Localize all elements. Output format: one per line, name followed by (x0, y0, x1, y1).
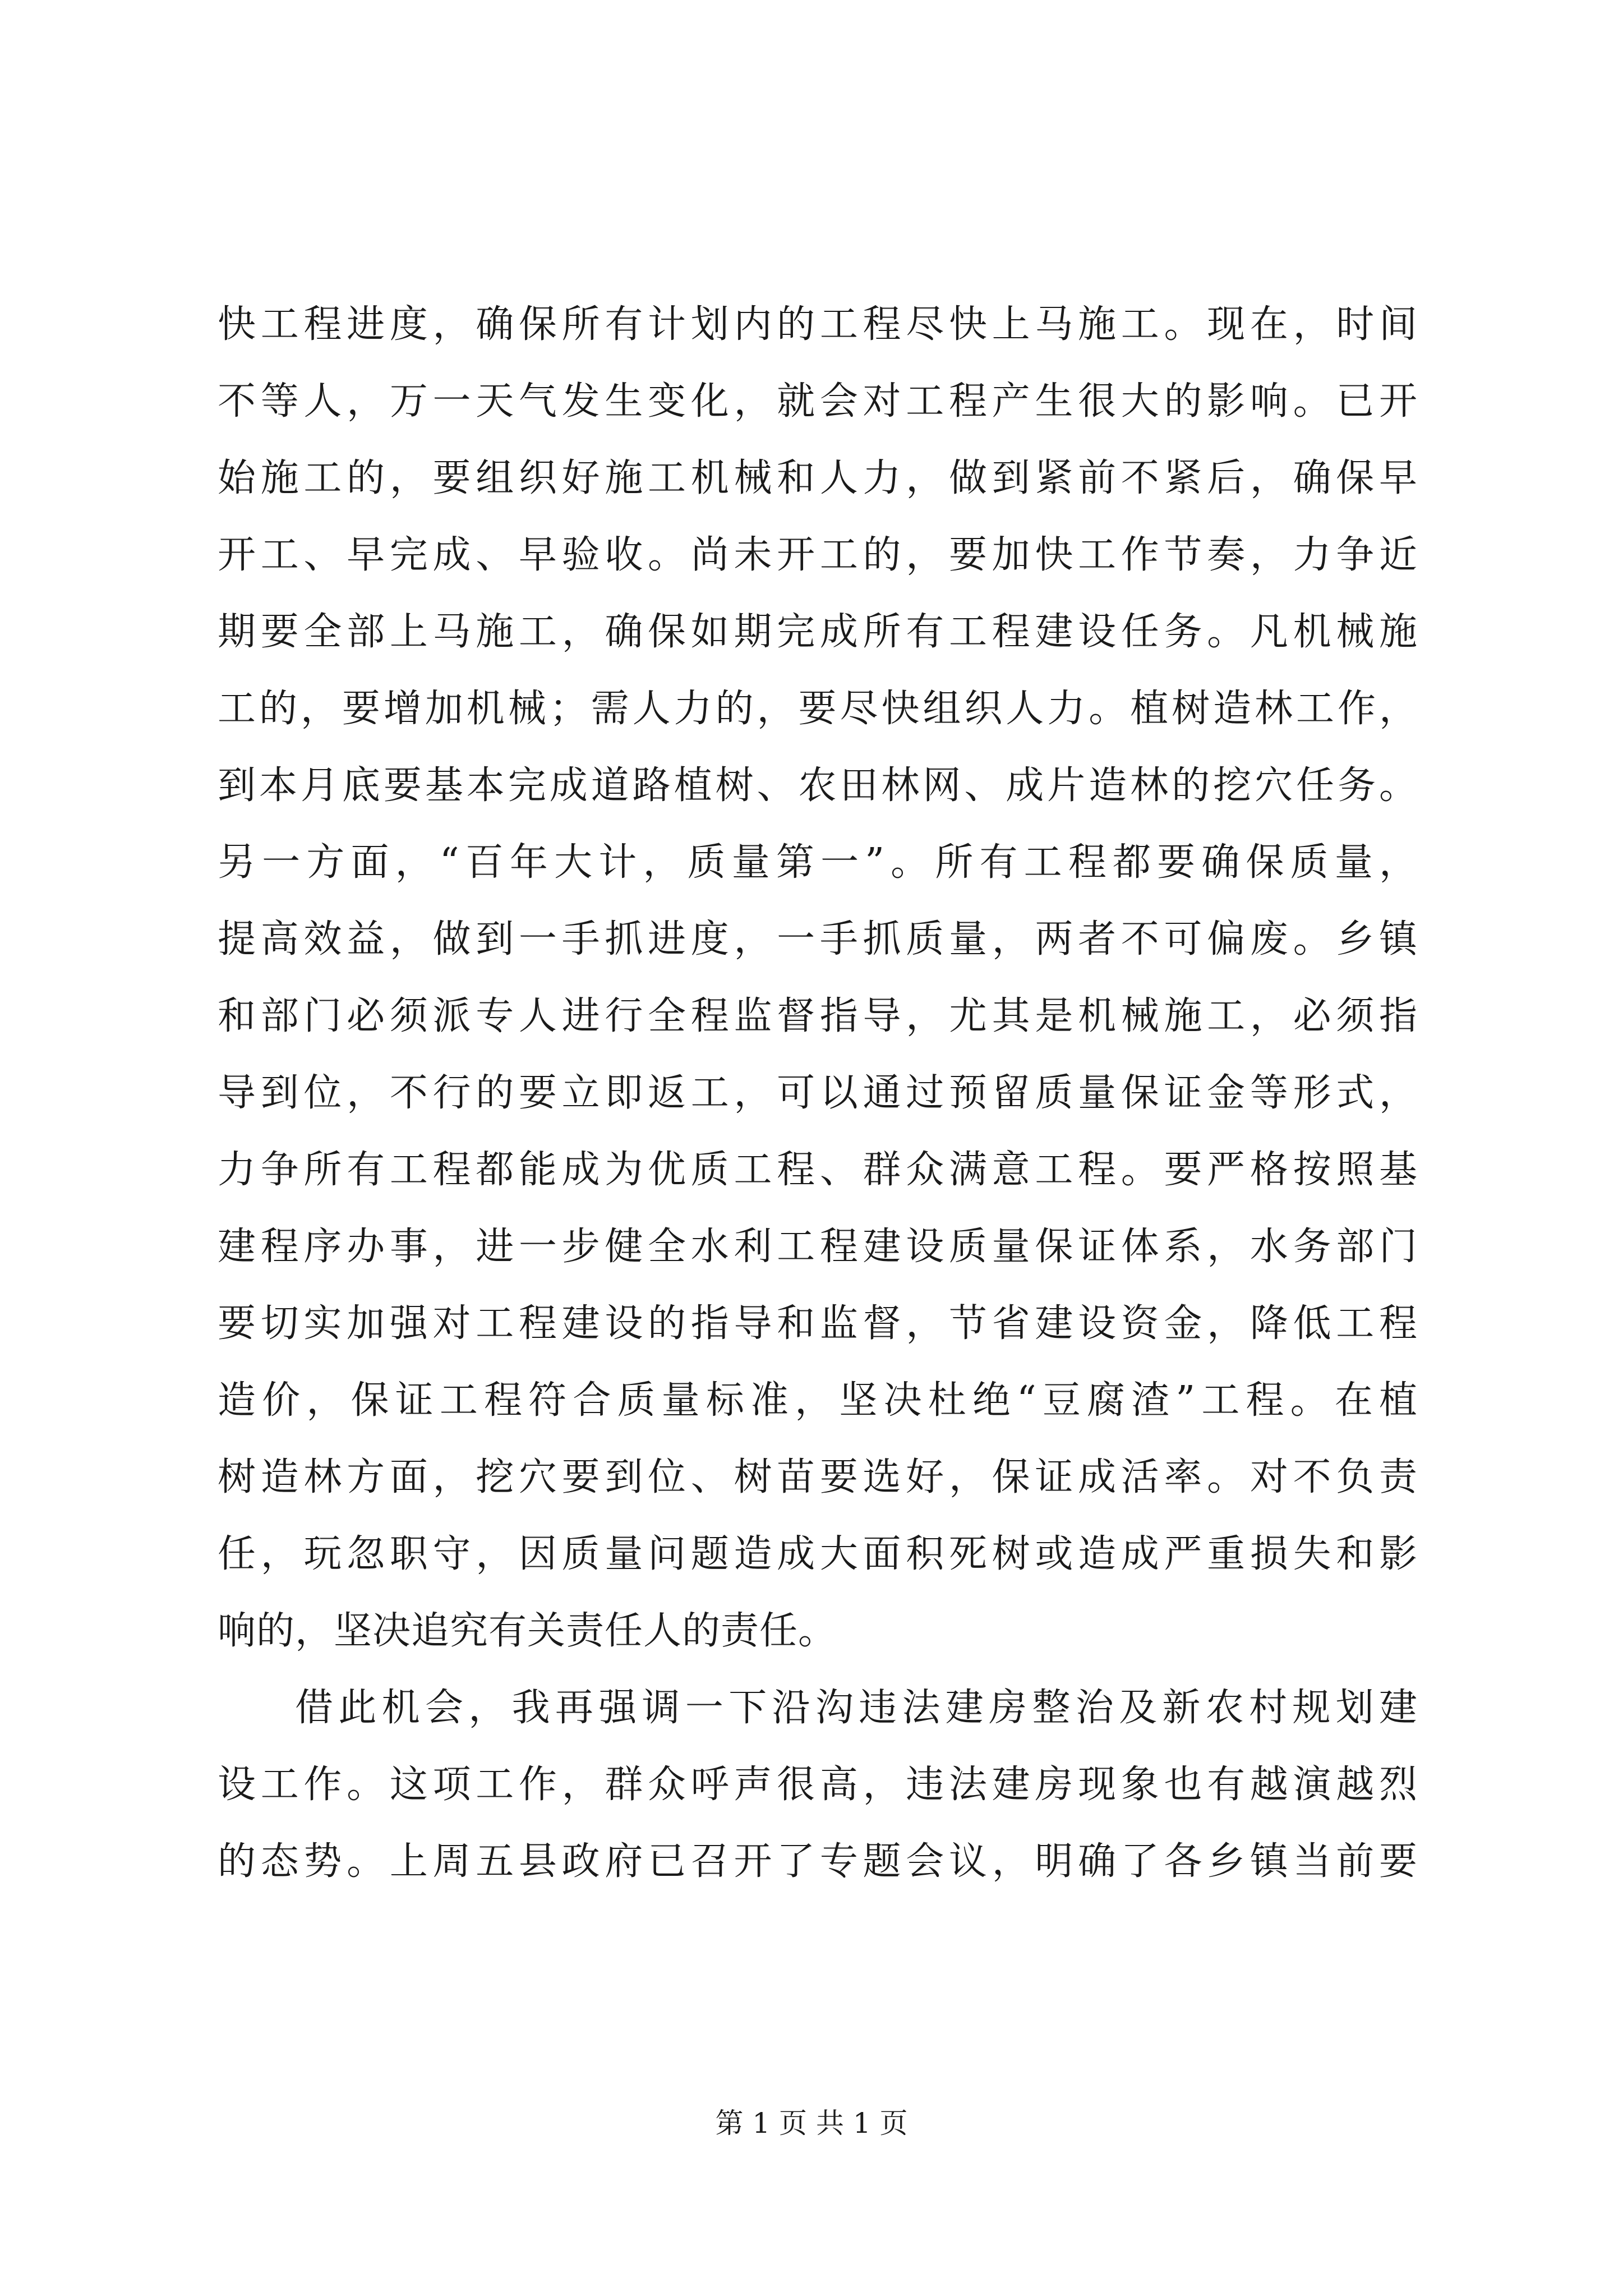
text-line: 另一方面，“百年大计，质量第一”。所有工程都要确保质量， (218, 840, 1418, 885)
text-line: 的态势。上周五县政府已召开了专题会议，明确了各乡镇当前要 (218, 1839, 1418, 1884)
text-line: 造价，保证工程符合质量标准，坚决杜绝“豆腐渣”工程。在植 (218, 1378, 1418, 1423)
page-footer: 第 1 页 共 1 页 (715, 2107, 908, 2139)
text-line: 任，玩忽职守，因质量问题造成大面积死树或造成严重损失和影 (218, 1532, 1418, 1576)
text-line: 树造林方面，挖穴要到位、树苗要选好，保证成活率。对不负责 (218, 1455, 1418, 1499)
text-line: 到本月底要基本完成道路植树、农田林网、成片造林的挖穴任务。 (218, 763, 1418, 808)
document-body (218, 286, 1418, 1900)
text-line: 力争所有工程都能成为优质工程、群众满意工程。要严格按照基 (218, 1148, 1418, 1192)
text-line: 建程序办事，进一步健全水利工程建设质量保证体系，水务部门 (218, 1225, 1418, 1269)
text-line: 和部门必须派专人进行全程监督指导，尤其是机械施工，必须指 (218, 994, 1418, 1038)
text-line: 要切实加强对工程建设的指导和监督，节省建设资金，降低工程 (218, 1301, 1418, 1346)
text-line: 响的，坚决追究有关责任人的责任。 (218, 1609, 837, 1653)
text-line: 工的，要增加机械；需人力的，要尽快组织人力。植树造林工作， (218, 687, 1418, 731)
text-line: 开工、早完成、早验收。尚未开工的，要加快工作节奏，力争近 (218, 533, 1418, 577)
text-line: 快工程进度，确保所有计划内的工程尽快上马施工。现在，时间 (218, 302, 1418, 347)
text-line: 设工作。这项工作，群众呼声很高，违法建房现象也有越演越烈 (218, 1763, 1418, 1807)
text-line: 提高效益，做到一手抓进度，一手抓质量，两者不可偏废。乡镇 (218, 917, 1418, 961)
text-line: 不等人，万一天气发生变化，就会对工程产生很大的影响。已开 (218, 379, 1418, 424)
text-line: 导到位，不行的要立即返工，可以通过预留质量保证金等形式， (218, 1071, 1418, 1115)
text-line: 始施工的，要组织好施工机械和人力，做到紧前不紧后，确保早 (218, 456, 1418, 500)
text-line: 期要全部上马施工，确保如期完成所有工程建设任务。凡机械施 (218, 610, 1418, 654)
paragraph-first-line: 借此机会，我再强调一下沿沟违法建房整治及新农村规划建 (295, 1686, 1418, 1730)
